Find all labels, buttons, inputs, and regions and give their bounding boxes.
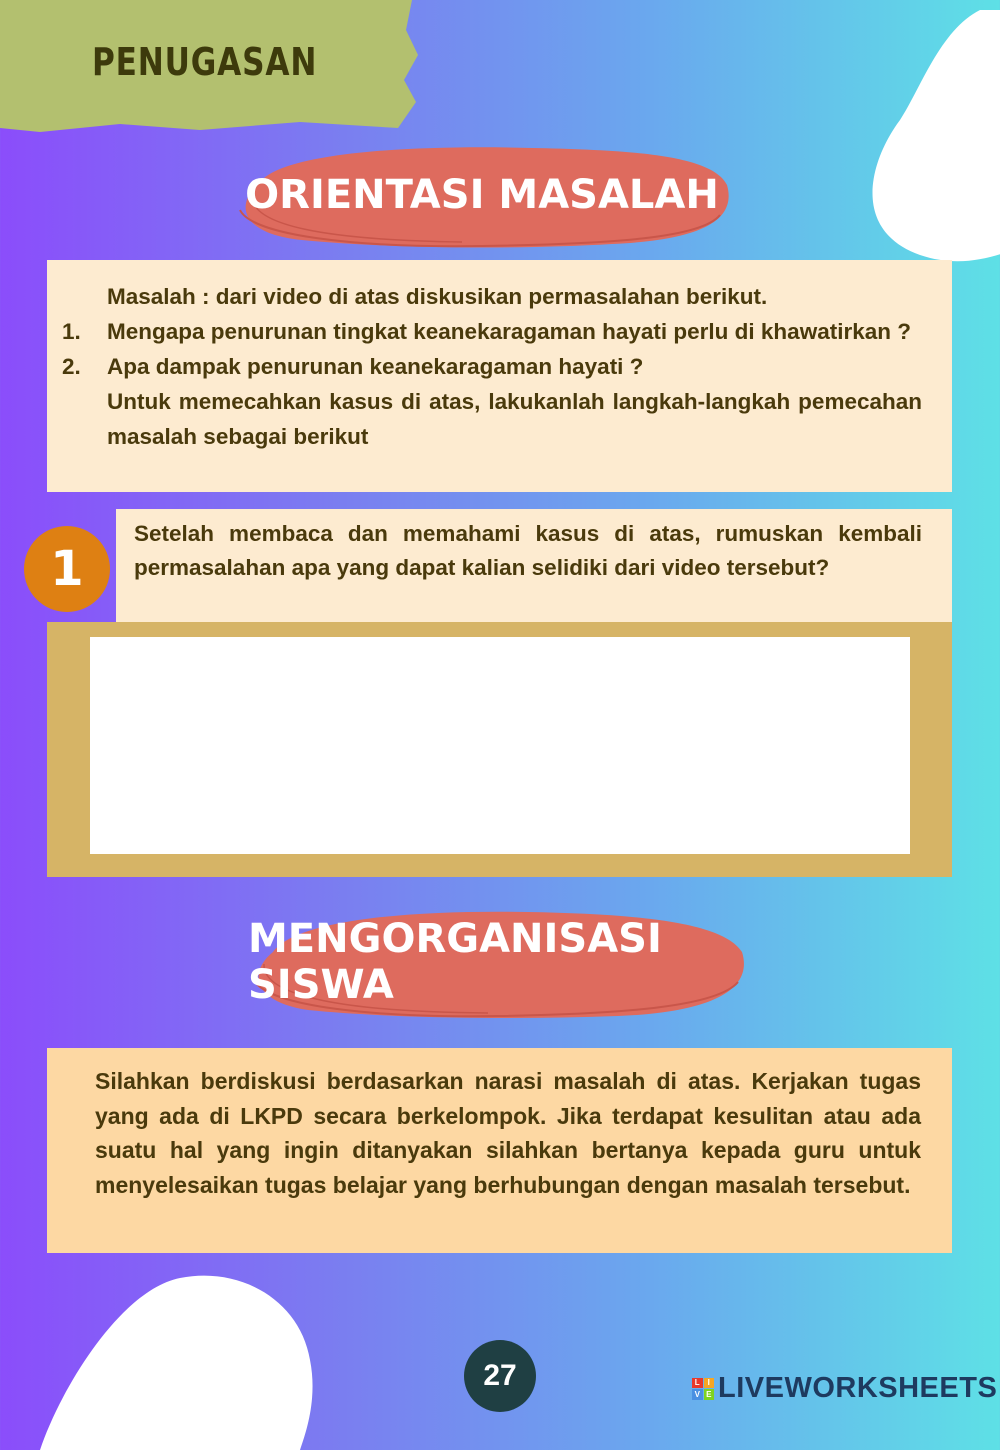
liveworksheets-brand: LIVEWORKSHEETS bbox=[718, 1372, 998, 1404]
page-number: 27 bbox=[464, 1340, 536, 1412]
liveworksheets-logo bbox=[692, 1372, 997, 1405]
answer-frame bbox=[47, 622, 952, 877]
question-1-text: Mengapa penurunan tingkat keanekaragaman hayati perlu di khawatirkan ? bbox=[107, 318, 911, 344]
step-1-prompt: Setelah membaca dan memahami kasus di atas, rumuskan kembali permasalahan apa yang dapat kalian selidiki dari video tersebut? bbox=[134, 521, 922, 580]
white-blob-top-right bbox=[860, 10, 1000, 270]
problem-instruction: Untuk memecahkan kasus di atas, lakukanlah langkah-langkah pemecahan masalah sebagai berikut bbox=[107, 388, 922, 449]
organisasi-heading bbox=[248, 902, 748, 1022]
white-blob-bottom-left bbox=[40, 1270, 340, 1450]
question-2-text: Apa dampak penurunan keanekaragaman hayati ? bbox=[107, 353, 644, 379]
orientasi-heading bbox=[232, 140, 732, 250]
section-title: PENUGASAN bbox=[92, 40, 318, 84]
problem-intro: Masalah : dari video di atas diskusikan permasalahan berikut. bbox=[107, 284, 768, 309]
organisasi-box bbox=[47, 1048, 952, 1253]
organisasi-heading-text: MENGORGANISASI SISWA bbox=[248, 916, 662, 1008]
question-1-number: 1. bbox=[62, 318, 81, 344]
problem-box bbox=[47, 260, 952, 492]
orientasi-heading-text: ORIENTASI MASALAH bbox=[245, 172, 719, 218]
question-1 bbox=[62, 315, 922, 350]
step-1-number-badge: 1 bbox=[24, 526, 110, 612]
organisasi-text: Silahkan berdiskusi berdasarkan narasi masalah di atas. Kerjakan tugas yang ada di LKPD secara berkelompok. Jika terdapat kesulitan atau ada suatu hal yang ingin ditanyakan silahkan bertanya kepada guru untuk menyelesaikan tugas belajar yang berhubungan dengan masalah tersebut. bbox=[95, 1068, 921, 1198]
liveworksheets-icon: L I V E bbox=[692, 1378, 714, 1400]
question-2 bbox=[62, 350, 922, 385]
question-2-number: 2. bbox=[62, 353, 81, 379]
step-1-answer-field[interactable] bbox=[90, 637, 910, 854]
step-1-prompt-box bbox=[116, 509, 952, 622]
